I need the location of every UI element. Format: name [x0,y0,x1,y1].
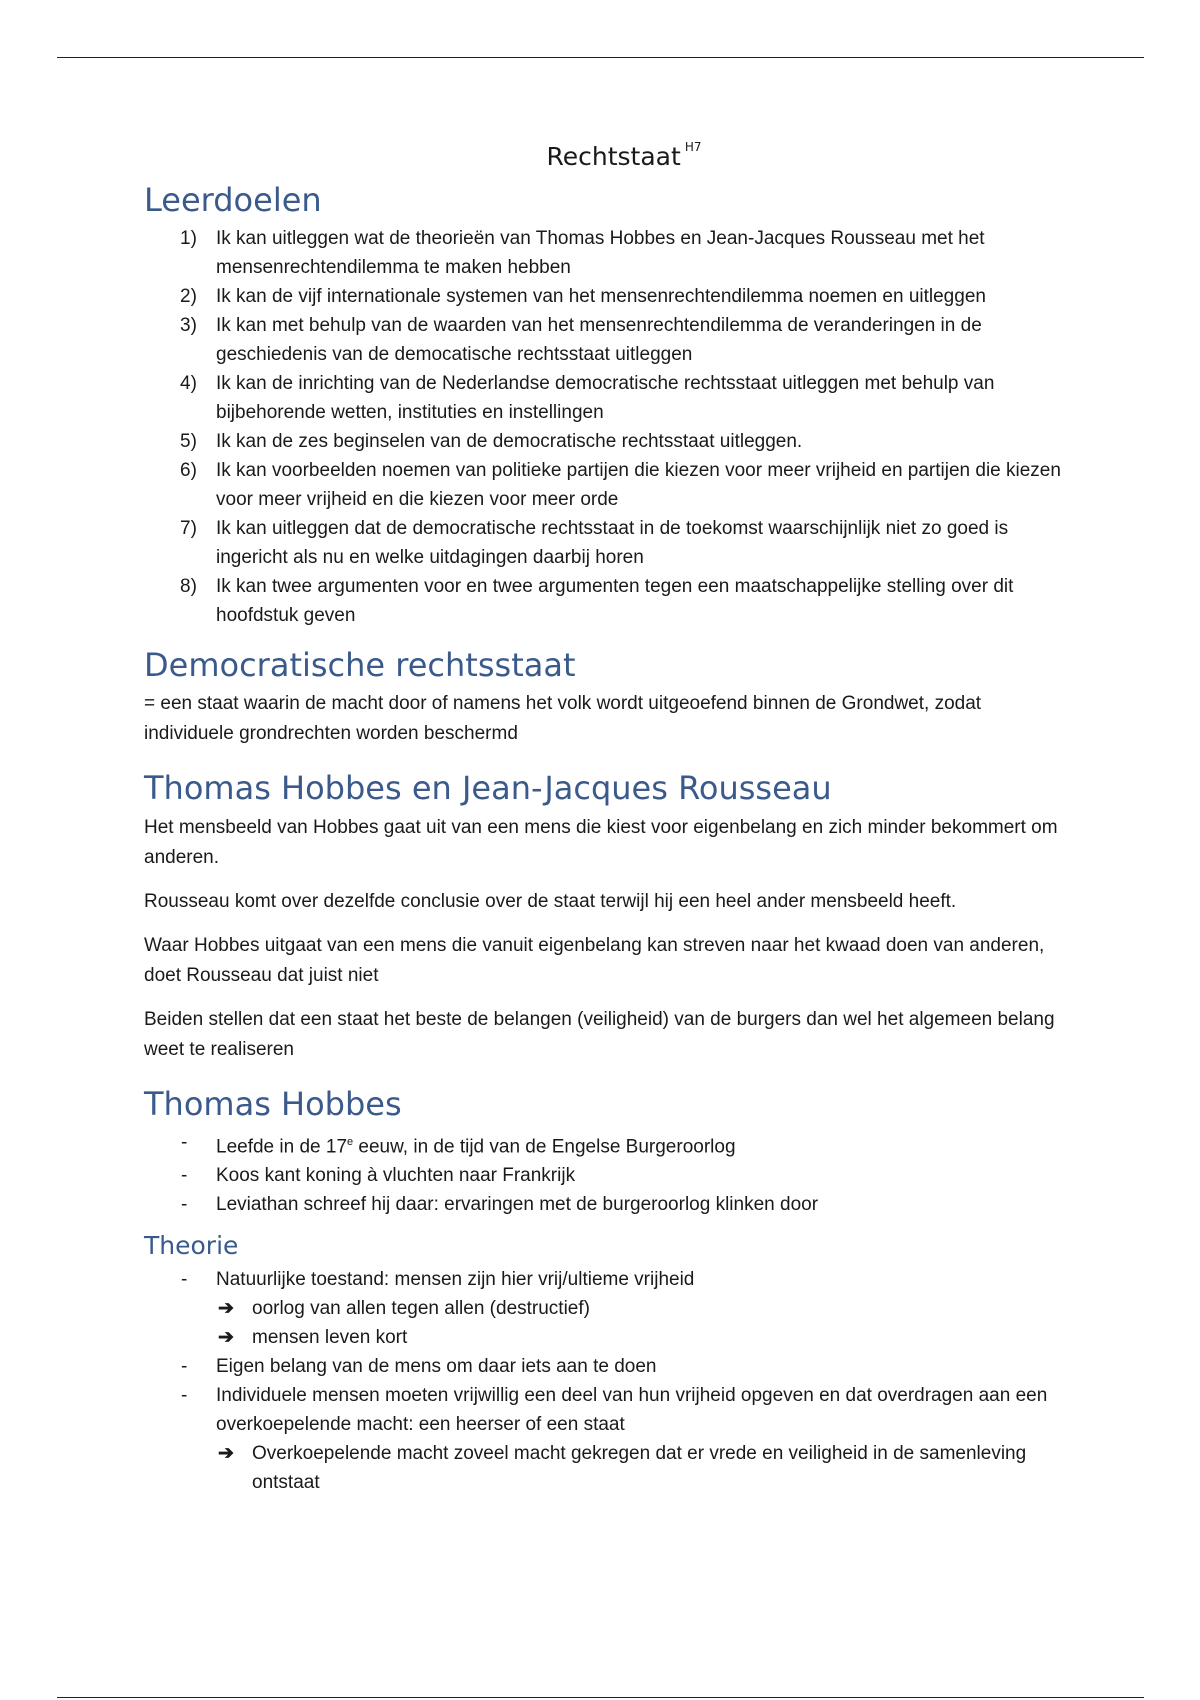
list-number: 5) [180,431,197,453]
list-item [144,282,1064,311]
list-text: eeuw, in de tijd van de Engelse Burgeroorlog [353,1136,736,1158]
list-text: Ik kan de inrichting van de Nederlandse democratische rechtsstaat uitleggen met behulp van bijbehorende wetten, instituties en instellingen [216,373,995,424]
list-item [144,1381,1064,1497]
ordinal-suffix: e [347,1135,354,1148]
list-text: Ik kan uitleggen wat de theorieën van Thomas Hobbes en Jean-Jacques Rousseau met het mensenrechtendilemma te maken hebben [216,228,985,279]
leerdoelen-list [144,224,1064,630]
list-item [144,1265,1064,1352]
heading-democratische-rechtsstaat: Democratische rechtsstaat [144,646,576,685]
list-text: mensen leven kort [252,1327,408,1349]
list-text: Ik kan de zes beginselen van de democratische rechtsstaat uitleggen. [216,431,803,453]
arrow-right-icon: ➔ [218,1443,234,1465]
header-rule [57,57,1144,58]
list-item [144,369,1064,427]
list-item [144,1190,1064,1219]
page-title-text: Rechtstaat [546,142,681,171]
list-text: Ik kan de vijf internationale systemen van het mensenrechtendilemma noemen en uitleggen [216,286,986,308]
list-text: Overkoepelende macht zoveel macht gekregen dat er vrede en veiligheid in de samenleving ontstaat [252,1443,1027,1494]
list-text: Ik kan uitleggen dat de democratische rechtsstaat in de toekomst waarschijnlijk niet zo goed is ingericht als nu en welke uitdagingen daarbij horen [216,518,1009,569]
heading-leerdoelen: Leerdoelen [144,181,322,219]
heading-hobbes-rousseau: Thomas Hobbes en Jean-Jacques Rousseau [144,769,832,808]
list-item [144,572,1064,630]
dash-marker: - [181,1269,188,1291]
list-text: oorlog van allen tegen allen (destructief) [252,1298,590,1320]
dash-marker: - [181,1385,188,1407]
dash-marker: - [181,1165,188,1187]
hobbes-list [144,1128,1064,1219]
document-body [144,140,1064,1509]
list-number: 8) [180,576,197,598]
list-item [144,224,1064,282]
chapter-marker: H7 [684,140,702,154]
sub-list-item [216,1439,1064,1497]
arrow-right-icon: ➔ [218,1327,234,1349]
sub-list [216,1439,1064,1497]
list-number: 4) [180,373,197,395]
heading-thomas-hobbes: Thomas Hobbes [144,1084,402,1123]
dash-marker: - [181,1356,188,1378]
list-number: 2) [180,286,197,308]
list-number: 6) [180,460,197,482]
list-text: Ik kan voorbeelden noemen van politieke partijen die kiezen voor meer vrijheid en partijen die kiezen voor meer vrijheid en die kiezen voor meer orde [216,460,1061,511]
list-item [144,427,1064,456]
dash-marker: - [181,1194,188,1216]
paragraph: Beiden stellen dat een staat het beste de belangen (veiligheid) van de burgers dan wel het algemeen belang weet te realiseren [144,1008,1055,1060]
paragraph: Waar Hobbes uitgaat van een mens die vanuit eigenbelang kan streven naar het kwaad doen van anderen, doet Rousseau dat juist niet [144,934,1045,986]
arrow-right-icon: ➔ [218,1298,234,1320]
list-text: Individuele mensen moeten vrijwillig een deel van hun vrijheid opgeven en dat overdragen aan een overkoepelende macht: een heerser of een staat [216,1385,1048,1436]
footer-rule [57,1697,1144,1698]
list-text: Ik kan twee argumenten voor en twee argumenten tegen een maatschappelijke stelling over dit hoofdstuk geven [216,576,1014,627]
list-text: Leviathan schreef hij daar: ervaringen met de burgeroorlog klinken door [216,1194,819,1216]
sub-list-item [216,1294,1064,1323]
list-text: Ik kan met behulp van de waarden van het mensenrechtendilemma de veranderingen in de geschiedenis van de democatische rechtsstaat uitleggen [216,315,982,366]
list-text: Eigen belang van de mens om daar iets aan te doen [216,1356,657,1378]
sub-list [216,1294,1064,1352]
list-number: 7) [180,518,197,540]
paragraph: Rousseau komt over dezelfde conclusie over de staat terwijl hij een heel ander mensbeeld heeft. [144,890,957,912]
list-item [144,1161,1064,1190]
list-number: 1) [180,228,197,250]
dash-marker: - [181,1131,188,1153]
list-item [144,514,1064,572]
list-text: Natuurlijke toestand: mensen zijn hier vrij/ultieme vrijheid [216,1269,695,1291]
sub-list-item [216,1323,1064,1352]
list-number: 3) [180,315,197,337]
paragraph: Het mensbeeld van Hobbes gaat uit van een mens die kiest voor eigenbelang en zich minder bekommert om anderen. [144,816,1058,868]
list-text: Koos kant koning à vluchten naar Frankrijk [216,1165,576,1187]
page-title [164,140,1084,171]
list-item [144,456,1064,514]
definition-text: = een staat waarin de macht door of namens het volk wordt uitgeoefend binnen de Grondwet, zodat individuele grondrechten worden beschermd [144,693,982,745]
heading-theorie: Theorie [144,1231,239,1261]
list-item [144,1128,1064,1161]
list-item [144,1352,1064,1381]
list-item [144,311,1064,369]
list-text: Leefde in de 17 [216,1136,348,1158]
theorie-list [144,1265,1064,1497]
